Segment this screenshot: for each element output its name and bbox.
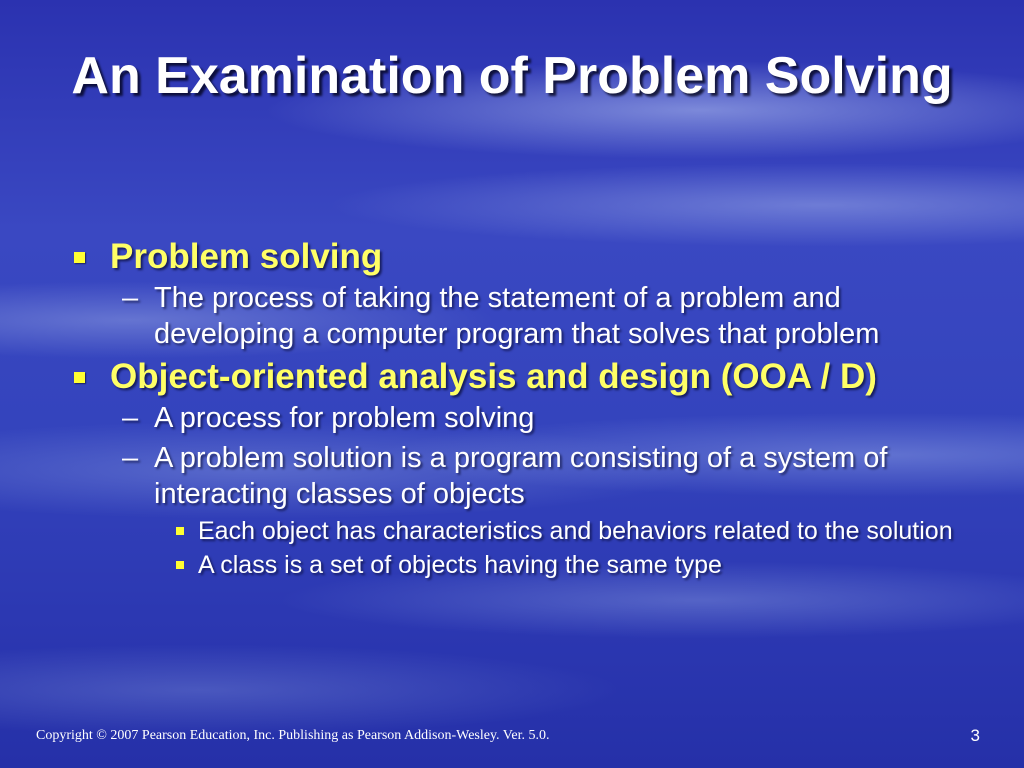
small-square-bullet-icon xyxy=(176,561,184,569)
small-square-bullet-icon xyxy=(176,527,184,535)
dash-bullet: – xyxy=(122,402,139,434)
dash-bullet: – xyxy=(122,442,139,474)
sub-bullet-item xyxy=(122,400,970,436)
page-number: 3 xyxy=(970,726,980,745)
sub-bullet-item xyxy=(122,280,970,352)
bullet-item-problem-solving xyxy=(70,238,970,276)
bullet-item-ooad xyxy=(70,358,970,396)
sub-bullet-text: A problem solution is a program consisting of a system of interacting classes of objects xyxy=(154,442,888,510)
bullet-heading: Object-oriented analysis and design (OOA / D) xyxy=(110,357,877,396)
sub-bullet-text: The process of taking the statement of a problem and developing a computer program that solves that problem xyxy=(154,282,880,350)
dash-bullet: – xyxy=(122,282,139,314)
slide-title: An Examination of Problem Solving xyxy=(71,47,953,105)
bullet-heading: Problem solving xyxy=(110,237,383,276)
square-bullet-icon xyxy=(74,372,85,383)
sub-sub-bullet-item xyxy=(174,550,970,580)
sub-sub-bullet-text: Each object has characteristics and behaviors related to the solution xyxy=(198,517,953,545)
sub-bullet-text: A process for problem solving xyxy=(154,402,535,434)
copyright-footer: Copyright © 2007 Pearson Education, Inc. Publishing as Pearson Addison-Wesley. Ver. 5.0. xyxy=(36,728,550,743)
sub-sub-bullet-text: A class is a set of objects having the same type xyxy=(198,551,722,579)
sub-sub-bullet-item xyxy=(174,516,970,546)
square-bullet-icon xyxy=(74,252,85,263)
sub-bullet-item xyxy=(122,440,970,512)
slide-content xyxy=(70,232,970,580)
